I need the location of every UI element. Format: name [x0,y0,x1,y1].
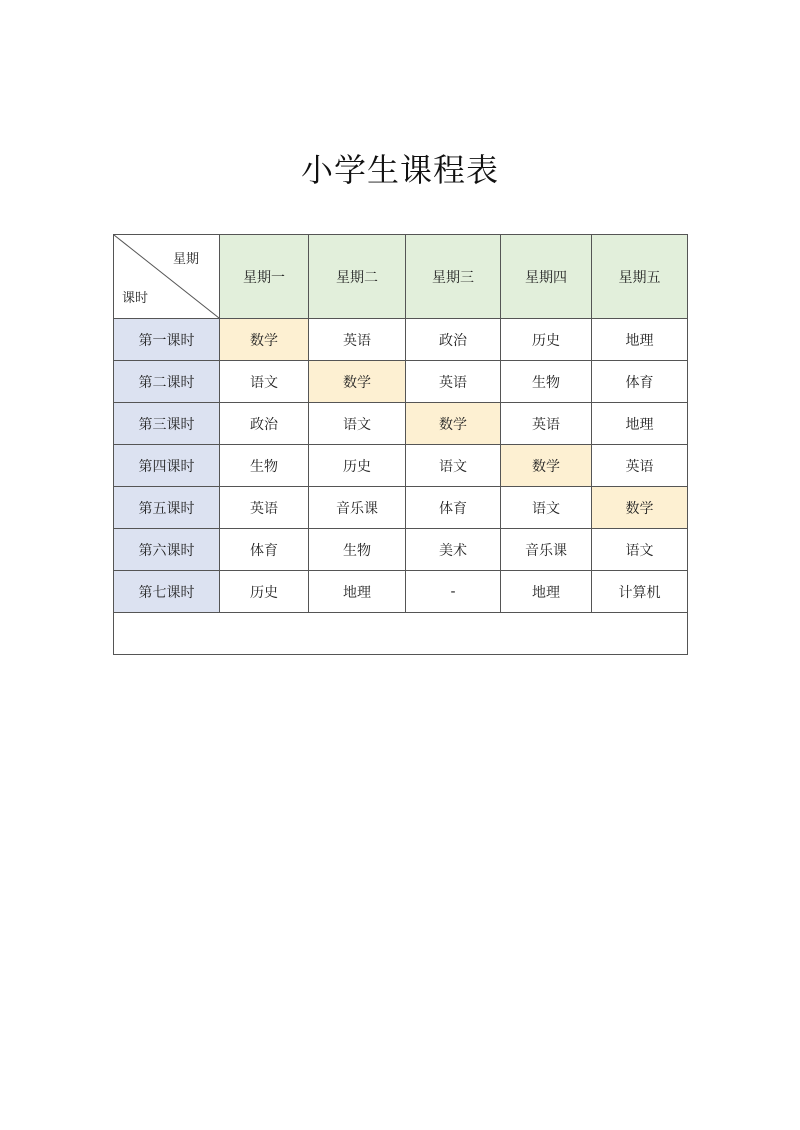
subject-cell: 历史 [309,445,406,487]
subject-cell: 英语 [309,319,406,361]
day-header: 星期一 [220,235,309,319]
subject-cell: 体育 [592,361,688,403]
subject-cell: 语文 [309,403,406,445]
table-row [114,487,688,529]
period-header: 第二课时 [114,361,220,403]
subject-cell: 语文 [592,529,688,571]
subject-cell: 数学 [406,403,501,445]
table-row [114,361,688,403]
subject-cell: 计算机 [592,571,688,613]
subject-cell: 英语 [406,361,501,403]
subject-cell: 政治 [220,403,309,445]
day-header: 星期五 [592,235,688,319]
table-row [114,571,688,613]
corner-period-label: 课时 [122,291,149,306]
subject-cell: 英语 [592,445,688,487]
period-header: 第一课时 [114,319,220,361]
subject-cell: 生物 [220,445,309,487]
day-header: 星期二 [309,235,406,319]
table-row [114,403,688,445]
subject-cell: 地理 [309,571,406,613]
page-title: 小学生课程表 [300,151,499,189]
subject-cell: 语文 [220,361,309,403]
subject-cell: 数学 [501,445,592,487]
period-header: 第五课时 [114,487,220,529]
subject-cell: 数学 [309,361,406,403]
subject-cell: 体育 [406,487,501,529]
day-header: 星期四 [501,235,592,319]
subject-cell: 语文 [501,487,592,529]
corner-day-label: 星期 [172,252,199,267]
subject-cell: 音乐课 [501,529,592,571]
subject-cell: 生物 [501,361,592,403]
subject-cell: 英语 [501,403,592,445]
corner-cell [114,235,220,319]
blank-footer-cell [114,613,688,655]
subject-cell: 历史 [501,319,592,361]
subject-cell: 英语 [220,487,309,529]
subject-cell: 数学 [592,487,688,529]
table-row [114,319,688,361]
day-header: 星期三 [406,235,501,319]
blank-footer-row [114,613,688,655]
subject-cell: 生物 [309,529,406,571]
period-header: 第六课时 [114,529,220,571]
table-row [114,445,688,487]
subject-cell: 地理 [501,571,592,613]
subject-cell: 体育 [220,529,309,571]
subject-cell: 地理 [592,403,688,445]
subject-cell: - [406,571,501,613]
header-row [114,235,688,319]
subject-cell: 历史 [220,571,309,613]
subject-cell: 地理 [592,319,688,361]
period-header: 第三课时 [114,403,220,445]
subject-cell: 美术 [406,529,501,571]
subject-cell: 语文 [406,445,501,487]
timetable [113,234,688,655]
period-header: 第七课时 [114,571,220,613]
subject-cell: 政治 [406,319,501,361]
subject-cell: 数学 [220,319,309,361]
table-row [114,529,688,571]
period-header: 第四课时 [114,445,220,487]
subject-cell: 音乐课 [309,487,406,529]
